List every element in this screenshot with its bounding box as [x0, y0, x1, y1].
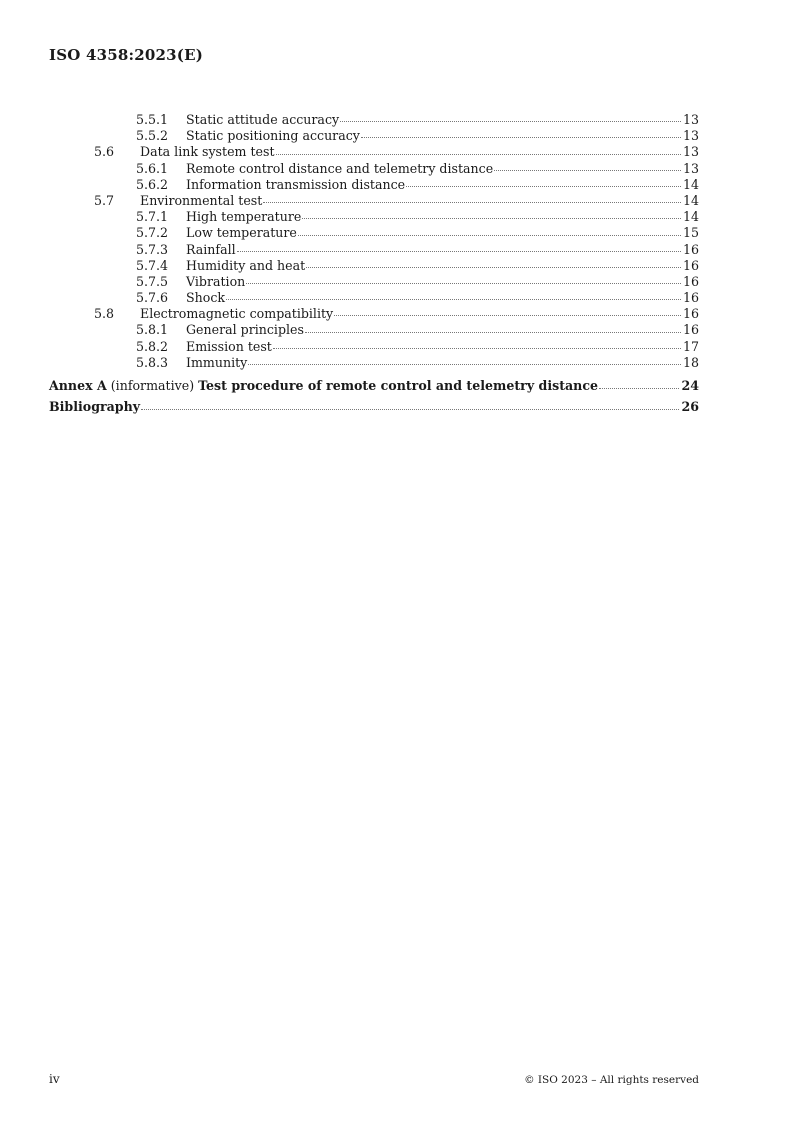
toc-entry-title: Vibration	[186, 273, 246, 289]
dot-leader	[226, 299, 681, 300]
toc-entry[interactable]	[49, 306, 699, 322]
dot-leader	[298, 235, 681, 236]
document-header: ISO 4358:2023(E)	[49, 46, 203, 64]
copyright-notice: © ISO 2023 – All rights reserved	[524, 1074, 699, 1086]
toc-entry-title: Static attitude accuracy	[186, 112, 340, 127]
toc-entry-page: 17	[682, 338, 699, 354]
toc-entry[interactable]	[49, 355, 699, 371]
toc-entry[interactable]	[49, 225, 699, 241]
toc-entry[interactable]	[49, 290, 699, 306]
toc-entry-number: 5.6	[94, 144, 115, 160]
toc-entry-page: 16	[682, 306, 699, 322]
toc-entry[interactable]	[49, 193, 699, 209]
annex-title: Test procedure of remote control and telemetry distance	[198, 378, 599, 393]
toc-entry-page: 16	[682, 257, 699, 273]
dot-leader	[494, 170, 681, 171]
toc-entry-page: 15	[682, 225, 699, 241]
toc-entry-page: 14	[682, 209, 699, 225]
toc-entry-number: 5.8.2	[136, 338, 169, 354]
toc-entry-page: 16	[682, 241, 699, 257]
toc-entry-title: High temperature	[186, 209, 302, 225]
toc-entry-number: 5.7.4	[136, 257, 169, 273]
toc-entry[interactable]	[49, 144, 699, 160]
toc-entry-page: 13	[682, 160, 699, 176]
toc-entry-number: 5.7.6	[136, 290, 169, 306]
toc-entry-title: Static positioning accuracy	[186, 128, 360, 144]
toc-entry-page: 14	[682, 192, 699, 208]
toc-entry[interactable]	[49, 322, 699, 338]
bibliography-page: 26	[681, 399, 699, 414]
toc-entry-page: 13	[682, 144, 699, 160]
bibliography-title: Bibliography	[49, 399, 141, 414]
toc-entry-page: 13	[682, 112, 699, 127]
toc-entry-title: Low temperature	[186, 225, 297, 241]
dot-leader	[306, 267, 681, 268]
toc-entry-page: 16	[682, 273, 699, 289]
toc-entry-number: 5.8.3	[136, 354, 169, 370]
toc-entry[interactable]	[49, 339, 699, 355]
dot-leader	[305, 332, 681, 333]
toc-entry-page: 14	[682, 176, 699, 192]
toc-entry-title: Shock	[186, 290, 226, 306]
toc-entry-number: 5.7.2	[136, 225, 169, 241]
toc-entry[interactable]	[49, 128, 699, 144]
toc-entry-title: General principles	[186, 322, 304, 338]
toc-entry-bibliography[interactable]	[49, 398, 699, 416]
toc-entry-title: Humidity and heat	[186, 257, 306, 273]
dot-leader	[599, 388, 679, 389]
toc-entry-title: Information transmission distance	[186, 176, 406, 192]
toc-entry-title: Electromagnetic compatibility	[140, 306, 334, 322]
toc-entry[interactable]	[49, 242, 699, 258]
toc-entry-number: 5.5.1	[136, 112, 169, 127]
toc-entry-number: 5.8.1	[136, 322, 169, 338]
toc-entry[interactable]	[49, 112, 699, 128]
annex-label: Annex A	[49, 378, 107, 393]
toc-entry-title: Rainfall	[186, 241, 236, 257]
dot-leader	[263, 202, 681, 203]
toc-entry-number: 5.7.3	[136, 241, 169, 257]
page-number: iv	[49, 1072, 60, 1086]
dot-leader	[276, 154, 681, 155]
dot-leader	[361, 137, 681, 138]
toc-entry-title: Immunity	[186, 354, 248, 370]
toc-entry-number: 5.6.2	[136, 176, 169, 192]
toc-entry-number: 5.6.1	[136, 160, 169, 176]
dot-leader	[273, 348, 681, 349]
toc-entry-page: 13	[682, 128, 699, 144]
annex-page: 24	[681, 378, 699, 393]
toc-entry[interactable]	[49, 177, 699, 193]
toc-entry-page: 16	[682, 322, 699, 338]
dot-leader	[248, 364, 681, 365]
toc-entry-title: Data link system test	[140, 144, 275, 160]
toc-entry-number: 5.5.2	[136, 128, 169, 144]
dot-leader	[406, 186, 681, 187]
toc-entry[interactable]	[49, 258, 699, 274]
dot-leader	[237, 251, 681, 252]
toc-entry-page: 18	[682, 354, 699, 370]
table-of-contents	[49, 112, 699, 416]
dot-leader	[246, 283, 681, 284]
toc-entry[interactable]	[49, 274, 699, 290]
toc-entry-number: 5.7	[94, 192, 115, 208]
toc-entry[interactable]	[49, 161, 699, 177]
toc-entry-title: Remote control distance and telemetry distance	[186, 160, 494, 176]
dot-leader	[334, 315, 681, 316]
toc-entry[interactable]	[49, 209, 699, 225]
toc-entry-number: 5.7.1	[136, 209, 169, 225]
toc-entry-number: 5.7.5	[136, 273, 169, 289]
toc-entry-annex-a[interactable]	[49, 377, 699, 395]
toc-entry-number: 5.8	[94, 306, 115, 322]
toc-entry-title: Emission test	[186, 338, 272, 354]
annex-qualifier: (informative)	[110, 378, 195, 393]
dot-leader	[141, 409, 679, 410]
dot-leader	[340, 121, 681, 122]
toc-entry-title: Environmental test	[140, 192, 263, 208]
dot-leader	[302, 218, 681, 219]
toc-entry-page: 16	[682, 290, 699, 306]
